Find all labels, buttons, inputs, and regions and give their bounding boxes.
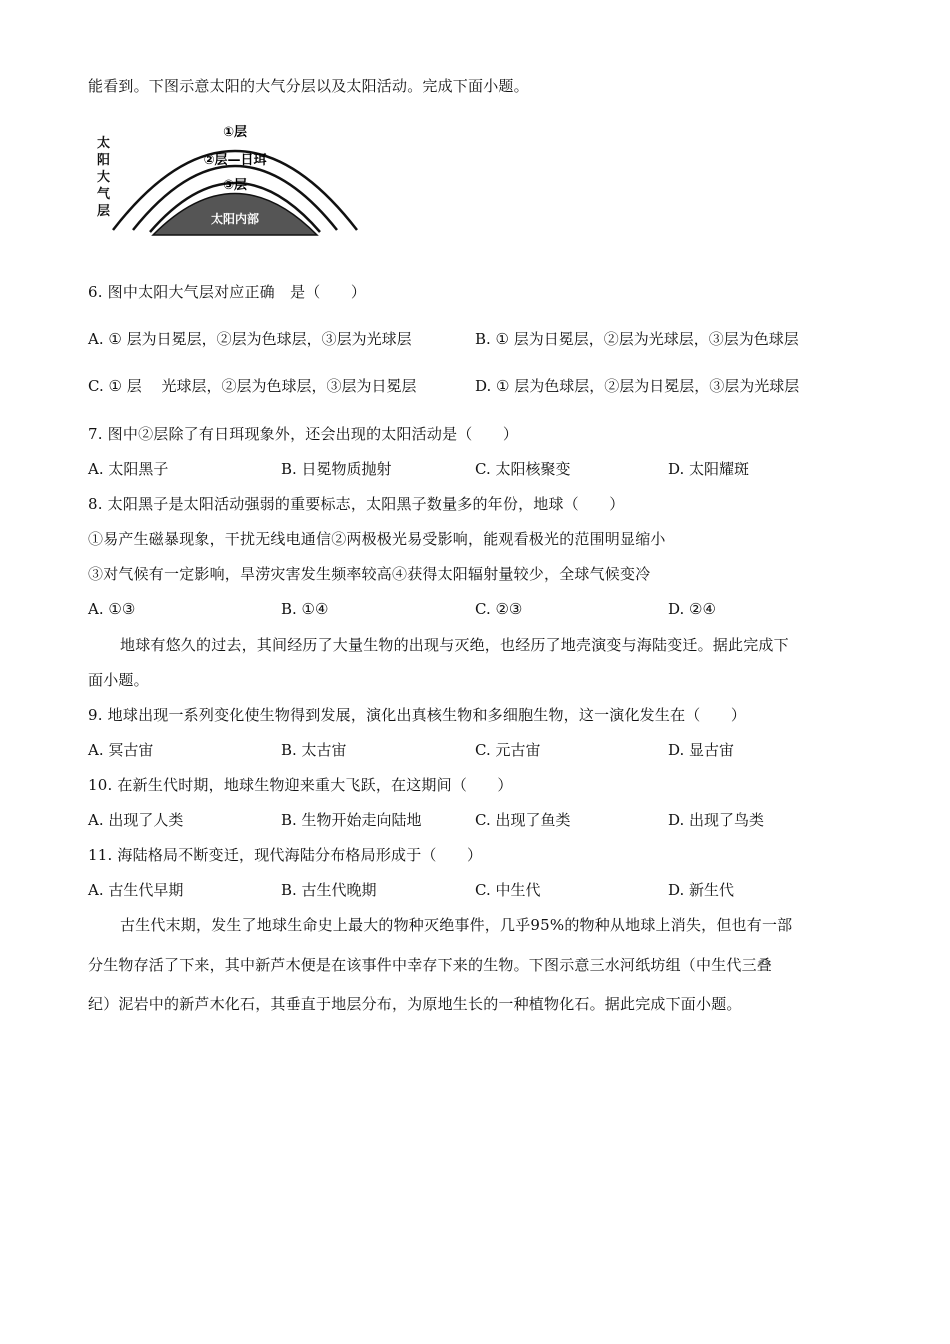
interior-label: 太阳内部 (210, 212, 260, 226)
q6-option-c[interactable]: C. ① 层 光球层，②层为色球层，③层为日冕层 (88, 377, 417, 395)
q7-option-c[interactable]: C. 太阳核聚变 (475, 460, 571, 478)
passage2-line1: 地球有悠久的过去，其间经历了大量生物的出现与灭绝，也经历了地壳演变与海陆变迁。据此完成下 (120, 636, 789, 654)
passage3-line1: 古生代末期，发生了地球生命史上最大的物种灭绝事件，几乎95%的物种从地球上消失，但也有一部 (120, 916, 793, 934)
layer3-label: ③层 (222, 178, 248, 193)
q11-option-b[interactable]: B. 古生代晚期 (281, 881, 377, 899)
q6-option-b[interactable]: B. ① 层为日冕层，②层为光球层，③层为色球层 (475, 330, 799, 348)
sun-atmosphere-diagram (95, 112, 365, 242)
passage2-line2: 面小题。 (88, 671, 149, 689)
q8-statement-1: ①易产生磁暴现象，干扰无线电通信②两极极光易受影响，能观看极光的范围明显缩小 (88, 530, 666, 548)
q7-stem: 7. 图中②层除了有日珥现象外，还会出现的太阳活动是（ ） (88, 425, 519, 443)
q8-option-b[interactable]: B. ①④ (281, 600, 329, 618)
q10-option-d[interactable]: D. 出现了鸟类 (668, 811, 765, 829)
q9-option-c[interactable]: C. 元古宙 (475, 741, 541, 759)
q8-option-a[interactable]: A. ①③ (88, 600, 136, 618)
passage3-line2: 分生物存活了下来，其中新芦木便是在该事件中幸存下来的生物。下图示意三水河纸坊组（中生代三叠 (88, 956, 773, 974)
q9-stem: 9. 地球出现一系列变化使生物得到发展，演化出真核生物和多细胞生物，这一演化发生在（ ） (88, 706, 747, 724)
q10-option-b[interactable]: B. 生物开始走向陆地 (281, 811, 422, 829)
intro-text: 能看到。下图示意太阳的大气分层以及太阳活动。完成下面小题。 (88, 77, 529, 95)
q11-stem: 11. 海陆格局不断变迁，现代海陆分布格局形成于（ ） (88, 846, 483, 864)
q6-option-a[interactable]: A. ① 层为日冕层，②层为色球层，③层为光球层 (88, 330, 412, 348)
q7-option-a[interactable]: A. 太阳黑子 (88, 460, 169, 478)
q6-stem: 6. 图中太阳大气层对应正确 是（ ） (88, 283, 367, 301)
layer2-label: ②层—日珥 (203, 153, 267, 168)
q9-option-b[interactable]: B. 太古宙 (281, 741, 347, 759)
layer1-label: ①层 (222, 125, 248, 140)
q10-option-a[interactable]: A. 出现了人类 (88, 811, 184, 829)
q11-option-c[interactable]: C. 中生代 (475, 881, 541, 899)
q10-stem: 10. 在新生代时期，地球生物迎来重大飞跃，在这期间（ ） (88, 776, 513, 794)
q8-statement-2: ③对气候有一定影响，旱涝灾害发生频率较高④获得太阳辐射量较少，全球气候变冷 (88, 565, 651, 583)
q6-option-d[interactable]: D. ① 层为色球层，②层为日冕层，③层为光球层 (475, 377, 800, 395)
q8-option-c[interactable]: C. ②③ (475, 600, 523, 618)
q8-stem: 8. 太阳黑子是太阳活动强弱的重要标志，太阳黑子数量多的年份，地球（ ） (88, 495, 625, 513)
q9-option-a[interactable]: A. 冥古宙 (88, 741, 154, 759)
q8-option-d[interactable]: D. ②④ (668, 600, 716, 618)
q11-option-a[interactable]: A. 古生代早期 (88, 881, 184, 899)
q10-option-c[interactable]: C. 出现了鱼类 (475, 811, 571, 829)
q7-option-d[interactable]: D. 太阳耀斑 (668, 460, 750, 478)
q11-option-d[interactable]: D. 新生代 (668, 881, 735, 899)
q7-option-b[interactable]: B. 日冕物质抛射 (281, 460, 392, 478)
diagram-vertical-label: 太 阳 大 气 层 (97, 136, 111, 219)
passage3-line3: 纪）泥岩中的新芦木化石，其垂直于地层分布，为原地生长的一种植物化石。据此完成下面小题。 (88, 995, 742, 1013)
q9-option-d[interactable]: D. 显古宙 (668, 741, 735, 759)
